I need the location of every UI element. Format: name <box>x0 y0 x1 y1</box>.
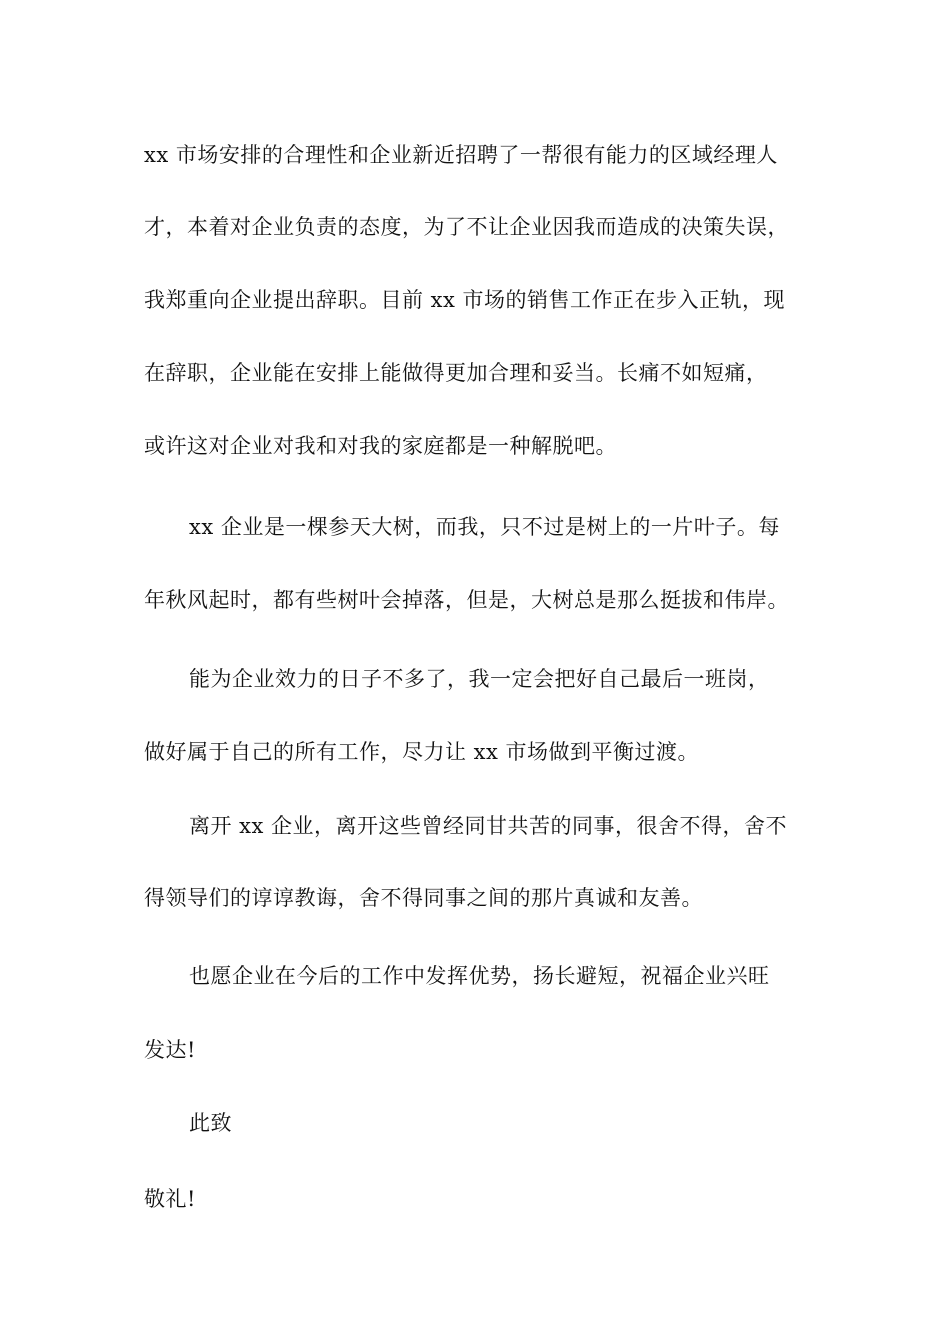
closing-regards: 敬礼! <box>144 1187 196 1211</box>
text-line: 在辞职，企业能在安排上能做得更加合理和妥当。长痛不如短痛， <box>144 361 768 385</box>
text-line: 做好属于自己的所有工作，尽力让 xx 市场做到平衡过渡。 <box>144 740 700 764</box>
paragraph-first-line: 也愿企业在今后的工作中发挥优势，扬长避短，祝福企业兴旺 <box>189 964 770 988</box>
paragraph-first-line: 离开 xx 企业，离开这些曾经同甘共苦的同事，很舍不得，舍不 <box>189 814 788 838</box>
text-line: 发达! <box>144 1038 196 1062</box>
text-line: 我郑重向企业提出辞职。目前 xx 市场的销售工作正在步入正轨，现 <box>144 288 786 312</box>
text-line: 年秋风起时，都有些树叶会掉落，但是，大树总是那么挺拔和伟岸。 <box>144 588 789 612</box>
paragraph-first-line: xx 企业是一棵参天大树，而我，只不过是树上的一片叶子。每 <box>189 515 780 539</box>
text-line: xx 市场安排的合理性和企业新近招聘了一帮很有能力的区域经理人 <box>144 143 778 167</box>
paragraph-first-line: 能为企业效力的日子不多了，我一定会把好自己最后一班岗， <box>189 667 770 691</box>
text-line: 得领导们的谆谆教诲，舍不得同事之间的那片真诚和友善。 <box>144 886 703 910</box>
closing-salutation: 此致 <box>189 1111 232 1135</box>
text-line: 才，本着对企业负责的态度，为了不让企业因我而造成的决策失误， <box>144 215 789 239</box>
text-line: 或许这对企业对我和对我的家庭都是一种解脱吧。 <box>144 434 617 458</box>
